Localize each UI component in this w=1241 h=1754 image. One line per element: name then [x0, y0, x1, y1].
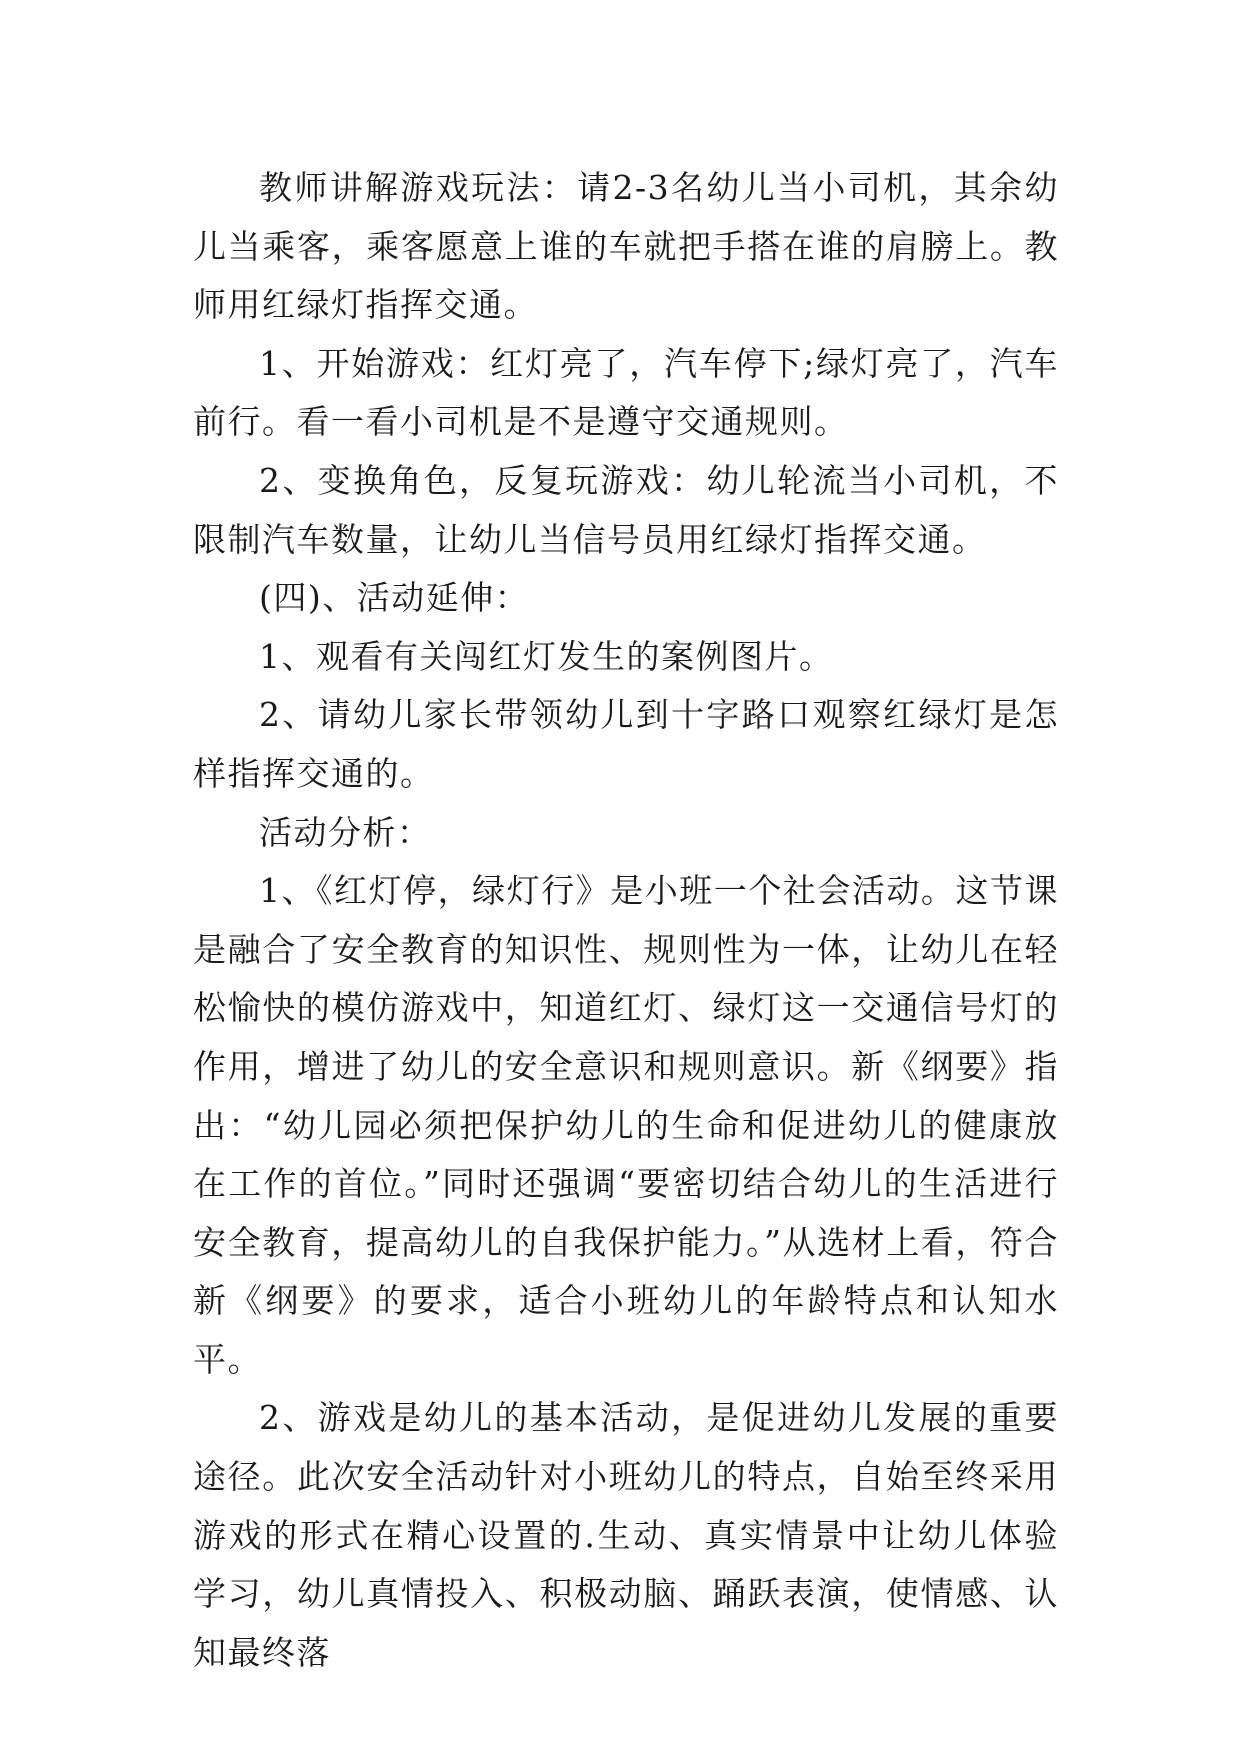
paragraph-start-game: 1、开始游戏：红灯亮了，汽车停下;绿灯亮了，汽车前行。看一看小司机是不是遵守交通规则。 [193, 343, 1059, 442]
paragraph-extension-2: 2、请幼儿家长带领幼儿到十字路口观察红绿灯是怎样指挥交通的。 [193, 695, 1059, 793]
paragraph-analysis-1: 1、《红灯停，绿灯行》是小班一个社会活动。这节课是融合了安全教育的知识性、规则性为一体，让幼儿在轻松愉快的模仿游戏中，知道红灯、绿灯这一交通信号灯的作用，增进了幼儿的安全意识和规则意识。新《纲要》指出：“幼儿园必须把保护幼儿的生命和促进幼儿的健康放在工作的首位。”同时还强调“要密切结合幼儿的生活进行安全教育，提高幼儿的自我保护能力。”从选材上看，符合新《纲要》的要求，适合小班幼儿的年龄特点和认知水平。 [193, 871, 1059, 1379]
section-heading-extension: (四)、活动延伸： [259, 578, 530, 618]
paragraph-game-rules: 教师讲解游戏玩法：请2-3名幼儿当小司机，其余幼儿当乘客，乘客愿意上谁的车就把手搭在谁的肩膀上。教师用红绿灯指挥交通。 [193, 168, 1059, 325]
paragraph-analysis-2: 2、游戏是幼儿的基本活动，是促进幼儿发展的重要途径。此次安全活动针对小班幼儿的特点，自始至终采用游戏的形式在精心设置的.生动、真实情景中让幼儿体验学习，幼儿真情投入、积极动脑、踊跃表演，使情感、认知最终落 [193, 1398, 1059, 1672]
paragraph-switch-roles: 2、变换角色，反复玩游戏：幼儿轮流当小司机，不限制汽车数量，让幼儿当信号员用红绿灯指挥交通。 [193, 460, 1059, 559]
paragraph-extension-1: 1、观看有关闯红灯发生的案例图片。 [259, 636, 834, 676]
document-body [193, 159, 1059, 1682]
section-heading-analysis: 活动分析： [259, 812, 432, 852]
